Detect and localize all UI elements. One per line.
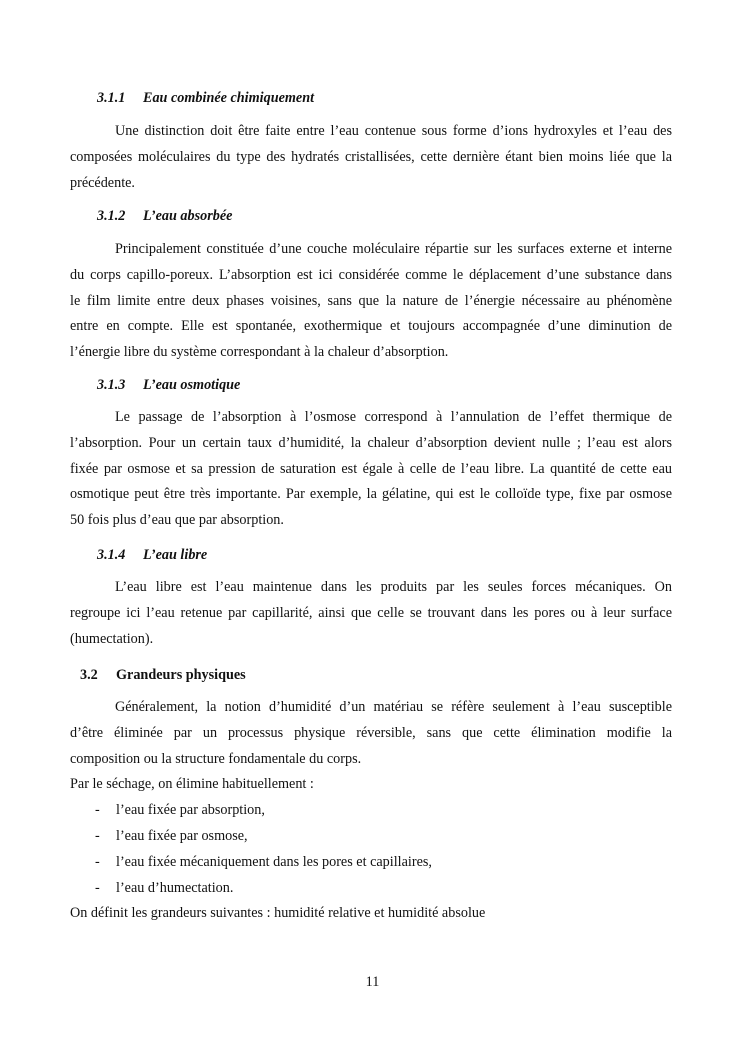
text-line: le film limite entre deux phases voisines, sans que la nature de l’énergie nécessaire au phénomène xyxy=(70,292,672,309)
text-line: L’eau libre est l’eau maintenue dans les produits par les seules forces mécaniques. On xyxy=(115,579,672,595)
heading-title: Eau combinée chimiquement xyxy=(143,90,315,106)
list-item xyxy=(70,798,672,824)
text-line: fixée par osmose et sa pression de saturation est égale à celle de l’eau libre. La quantité de cette eau xyxy=(70,460,672,477)
list-item-text: l’eau d’humectation. xyxy=(116,879,234,896)
heading-title: L’eau libre xyxy=(143,547,208,563)
paragraph-3-1-2 xyxy=(70,237,672,366)
text-line: l’absorption. Pour un certain taux d’humidité, la chaleur d’absorption devient nulle ; l’eau est alors xyxy=(70,434,672,451)
bullet-dash: - xyxy=(95,879,100,896)
text-line: d’être éliminée par un processus physique réversible, sans que cette élimination modifie la xyxy=(70,724,672,741)
text-line: regroupe ici l’eau retenue par capillarité, ainsi que celle se trouvant dans les pores ou à leur surface xyxy=(70,604,672,621)
text-line: Le passage de l’absorption à l’osmose correspond à l’annulation de l’effet thermique de xyxy=(115,409,672,425)
heading-3-2 xyxy=(80,662,480,688)
heading-number: 3.1.4 xyxy=(97,547,126,563)
bullet-dash: - xyxy=(95,827,100,844)
text-line: précédente. xyxy=(70,174,135,191)
text-line: l’énergie libre du système correspondant à la chaleur d’absorption. xyxy=(70,344,449,361)
text-line: composées moléculaires du type des hydratés cristallisées, cette dernière étant bien moins liée que la xyxy=(70,148,672,165)
text-line: entre en compte. Elle est spontanée, exothermique et toujours accompagnée d’une diminution de xyxy=(70,318,672,335)
bullet-list xyxy=(70,798,672,901)
list-item xyxy=(70,824,672,850)
text-line: Généralement, la notion d’humidité d’un matériau se réfère seulement à l’eau susceptible xyxy=(115,699,672,715)
list-intro: Par le séchage, on élimine habituellement : xyxy=(70,776,314,793)
heading-number: 3.1.2 xyxy=(97,208,126,224)
heading-number: 3.1.1 xyxy=(97,90,126,106)
text-line: du corps capillo-poreux. L’absorption est ici considérée comme le déplacement d’une substance dans xyxy=(70,266,672,283)
heading-3-1-1 xyxy=(97,85,497,111)
paragraph-3-1-1 xyxy=(70,119,672,196)
heading-3-1-4 xyxy=(97,542,497,568)
list-item xyxy=(70,876,672,902)
bullet-dash: - xyxy=(95,802,100,819)
text-line: composition ou la structure fondamentale du corps. xyxy=(70,750,362,767)
heading-3-1-3 xyxy=(97,372,497,398)
list-item-text: l’eau fixée mécaniquement dans les pores et capillaires, xyxy=(116,853,432,870)
list-item-text: l’eau fixée par osmose, xyxy=(116,827,248,844)
text-line: 50 fois plus d’eau que par absorption. xyxy=(70,512,284,529)
heading-title: L’eau osmotique xyxy=(143,377,241,393)
text-line: Une distinction doit être faite entre l’eau contenue sous forme d’ions hydroxyles et l’eau des xyxy=(115,123,672,139)
text-line: (humectation). xyxy=(70,630,154,647)
paragraph-3-1-3 xyxy=(70,405,672,534)
page-number: 11 xyxy=(365,974,380,990)
heading-title: Grandeurs physiques xyxy=(116,667,246,683)
list-item xyxy=(70,850,672,876)
closing-line: On définit les grandeurs suivantes : humidité relative et humidité absolue xyxy=(70,905,486,922)
paragraph-3-1-4 xyxy=(70,575,672,652)
heading-number: 3.2 xyxy=(80,667,98,683)
heading-3-1-2 xyxy=(97,203,497,229)
paragraph-3-2 xyxy=(70,695,672,927)
heading-number: 3.1.3 xyxy=(97,377,126,393)
heading-title: L’eau absorbée xyxy=(143,208,233,224)
list-item-text: l’eau fixée par absorption, xyxy=(116,802,265,819)
text-line: osmotique peut être très importante. Par exemple, la gélatine, qui est le colloïde type, fixe par osmose xyxy=(70,486,672,503)
text-line: Principalement constituée d’une couche moléculaire répartie sur les surfaces externe et interne xyxy=(115,241,672,257)
bullet-dash: - xyxy=(95,853,100,870)
